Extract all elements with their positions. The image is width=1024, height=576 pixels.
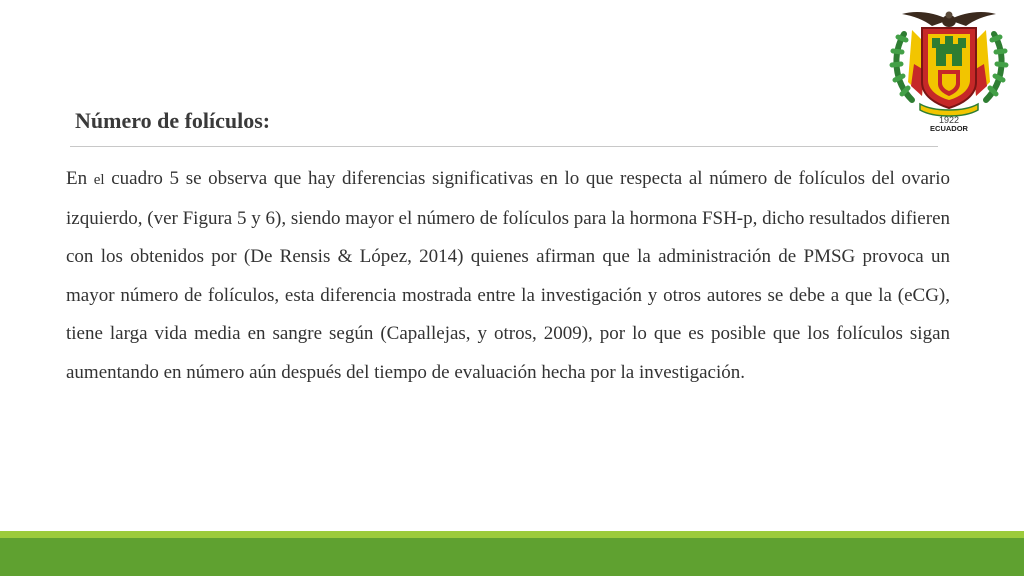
logo-country: ECUADOR bbox=[930, 124, 968, 132]
coat-of-arms-icon bbox=[884, 4, 1014, 132]
footer-bar-light bbox=[0, 531, 1024, 538]
slide-title: Número de folículos: bbox=[75, 108, 271, 133]
paragraph-text: cuadro 5 se observa que hay diferencias significativas en lo que respecta al número de folículos del ovario izquierdo, (ver Figura 5 y 6), siendo mayor el número de folículos para la hormona FSH-p, dicho resultados difieren con los obtenidos por (De Rensis & López, 2014) quienes afirman que la administración de PMSG provoca un mayor número de folículos, esta diferencia mostrada entre la investigación y otros autores se debe a que la (eCG), tiene larga vida media en sangre según (Capallejas, y otros, 2009), por lo que es posible que los folículos sigan aumentando en número aún después del tiempo de evaluación hecha por la investigación. bbox=[66, 168, 950, 383]
logo-year: 1922 bbox=[938, 115, 960, 125]
paragraph-word-el: el bbox=[93, 172, 105, 188]
title-divider bbox=[70, 146, 938, 147]
footer-bar-dark bbox=[0, 538, 1024, 576]
body-paragraph bbox=[66, 160, 950, 392]
paragraph-word-en: En bbox=[66, 168, 88, 189]
